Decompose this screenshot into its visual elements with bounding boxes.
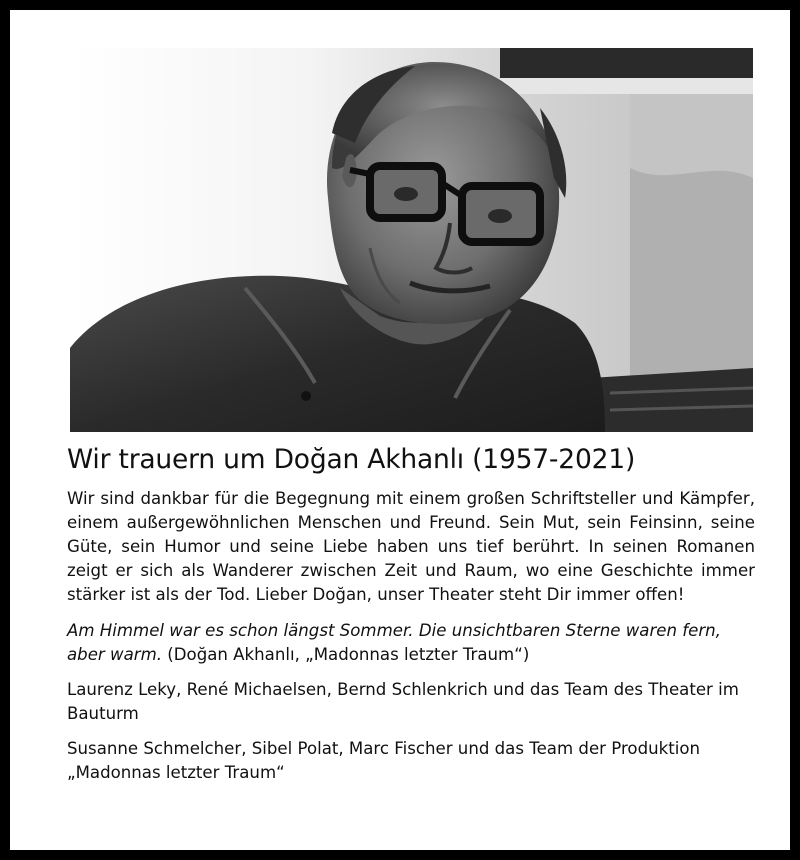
notice-quote xyxy=(67,619,755,667)
quote-source: (Doğan Akhanlı, „Madonnas letzter Traum“) xyxy=(162,645,530,664)
notice-content xyxy=(67,440,755,785)
signature-production: Susanne Schmelcher, Sibel Polat, Marc Fischer und das Team der Produktion „Madonnas letzter Traum“ xyxy=(67,739,701,782)
signature-theater: Laurenz Leky, René Michaelsen, Bernd Schlenkrich und das Team des Theater im Bauturm xyxy=(67,680,739,723)
notice-body: Wir sind dankbar für die Begegnung mit einem großen Schriftsteller und Kämpfer, einem außergewöhnlichen Menschen und Freund. Sein Mut, sein Feinsinn, seine Güte, sein Humor und seine Liebe haben uns tief berührt. In seinen Romanen zeigt er sich als Wanderer zwischen Zeit und Raum, wo eine Geschichte immer stärker ist als der Tod. Lieber Doğan, unser Theater steht Dir immer offen! xyxy=(67,489,755,604)
quote-text: Am Himmel war es schon längst Sommer. Die unsichtbaren Sterne waren fern, aber warm. xyxy=(67,621,721,664)
notice-title: Wir trauern um Doğan Akhanlı (1957-2021) xyxy=(67,444,636,475)
portrait-photo xyxy=(70,48,753,432)
